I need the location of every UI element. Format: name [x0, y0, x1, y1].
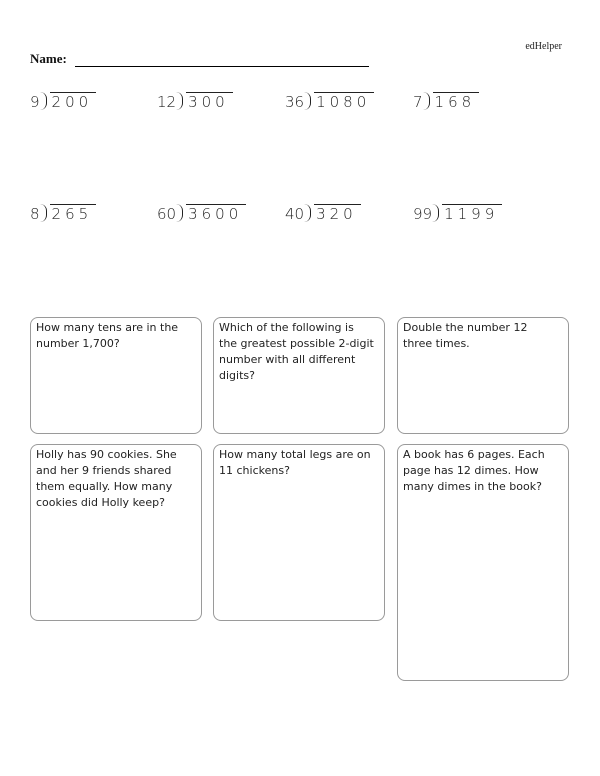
word-problem-box-1[interactable] [30, 317, 202, 434]
dividend: 1080 [314, 92, 374, 112]
divisor: 40 [285, 205, 305, 223]
division-problem-3 [285, 92, 374, 112]
dividend: 320 [314, 204, 361, 224]
divisor: 8 [30, 205, 40, 223]
division-problem-4 [413, 92, 479, 112]
brand-label: edHelper [525, 41, 562, 52]
dividend: 3600 [186, 204, 246, 224]
division-problem-7 [285, 204, 361, 224]
divisor: 12 [157, 93, 177, 111]
divisor: 60 [157, 205, 177, 223]
division-bracket [304, 204, 311, 222]
word-problem-text: Double the number 12 three times. [403, 321, 528, 350]
word-problem-box-5[interactable] [213, 444, 385, 621]
name-row [30, 51, 369, 67]
name-line[interactable] [75, 54, 369, 67]
dividend: 265 [50, 204, 97, 224]
name-label: Name: [30, 51, 67, 66]
division-bracket [40, 92, 47, 110]
division-bracket [304, 92, 311, 110]
division-problem-1 [30, 92, 96, 112]
dividend: 1199 [442, 204, 502, 224]
word-problem-text: How many tens are in the number 1,700? [36, 321, 179, 350]
word-problem-box-2[interactable] [213, 317, 385, 434]
word-problem-box-6[interactable] [397, 444, 569, 681]
word-problem-text: How many total legs are on 11 chickens? [219, 448, 371, 477]
division-problem-6 [157, 204, 246, 224]
divisor: 99 [413, 205, 433, 223]
dividend: 168 [433, 92, 480, 112]
division-bracket [176, 92, 183, 110]
divisor: 36 [285, 93, 305, 111]
word-problem-text: Which of the following is the greatest possible 2-digit number with all different digits? [219, 321, 374, 382]
division-problem-8 [413, 204, 502, 224]
division-bracket [40, 204, 47, 222]
dividend: 300 [186, 92, 233, 112]
divisor: 7 [413, 93, 423, 111]
division-problem-5 [30, 204, 96, 224]
division-problem-2 [157, 92, 233, 112]
divisor: 9 [30, 93, 40, 111]
division-bracket [432, 204, 439, 222]
word-problem-box-4[interactable] [30, 444, 202, 621]
dividend: 200 [50, 92, 97, 112]
word-problem-text: A book has 6 pages. Each page has 12 dimes. How many dimes in the book? [403, 448, 545, 493]
division-bracket [176, 204, 183, 222]
word-problem-box-3[interactable] [397, 317, 569, 434]
division-bracket [423, 92, 430, 110]
word-problem-text: Holly has 90 cookies. She and her 9 friends shared them equally. How many cookies did Holly keep? [36, 448, 177, 509]
